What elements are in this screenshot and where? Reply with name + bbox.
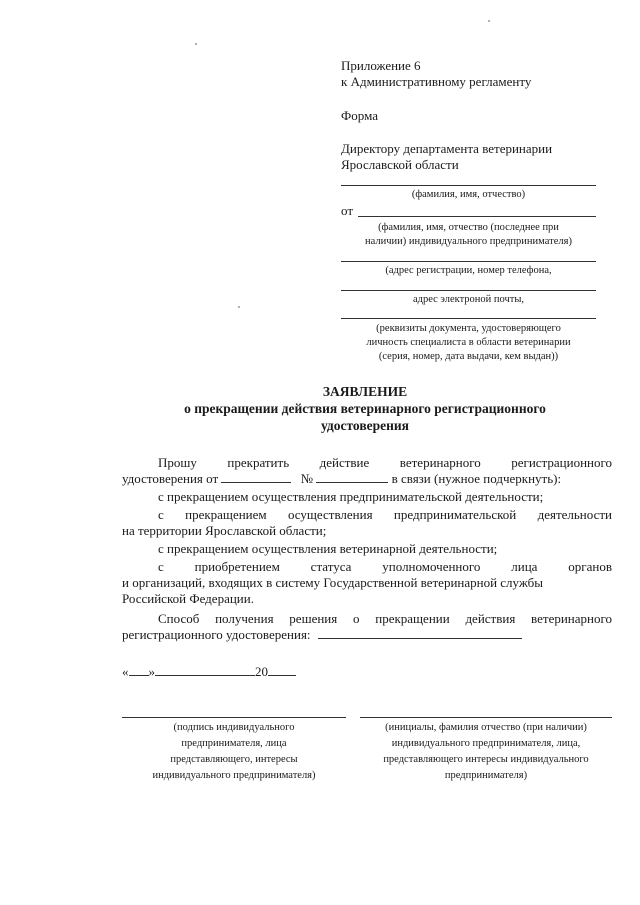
option-2-line-1[interactable]: с прекращением осуществления предпринимательской деятельности xyxy=(158,507,612,522)
receipt-method-label: регистрационного удостоверения: xyxy=(122,627,311,642)
addressee-line-1: Директору департамента ветеринарии xyxy=(341,141,553,156)
option-4-line-1[interactable]: с приобретением статуса уполномоченного лица органов xyxy=(158,559,612,574)
director-name-line[interactable] xyxy=(341,185,596,186)
signature-caption-line-2: предпринимателя, лица xyxy=(181,738,287,749)
certificate-number-blank[interactable] xyxy=(316,471,388,483)
option-4-line-3[interactable]: Российской Федерации. xyxy=(122,591,254,606)
paragraph-2-line-2 xyxy=(122,627,612,643)
certificate-date-blank[interactable] xyxy=(221,471,291,483)
signature-line[interactable] xyxy=(122,717,346,718)
signature-caption-line-1: (подпись индивидуального xyxy=(173,722,295,733)
form-label: Форма xyxy=(341,108,378,123)
paragraph-2-line-1: Способ получения решения о прекращении действия ветеринарного xyxy=(158,611,612,626)
document-caption-line-2: личность специалиста в области ветеринарии xyxy=(366,337,571,348)
name-initials-line[interactable] xyxy=(360,717,612,718)
regulation-label: к Административному регламенту xyxy=(341,74,532,89)
scan-speck xyxy=(238,306,240,308)
option-2-line-2[interactable]: на территории Ярославской области; xyxy=(122,523,327,538)
paragraph-1-line-1: Прошу прекратить действие ветеринарного регистрационного xyxy=(158,455,612,470)
receipt-method-blank[interactable] xyxy=(318,627,522,639)
director-name-caption: (фамилия, имя, отчество) xyxy=(411,189,526,200)
document-subtitle-line-1: о прекращении действия ветеринарного регистрационного xyxy=(184,401,546,416)
date-open-quote: « xyxy=(122,664,129,679)
applicant-name-line[interactable] xyxy=(358,216,596,217)
address-caption: (адрес регистрации, номер телефона, xyxy=(385,265,552,276)
date-close-quote: » xyxy=(148,664,155,679)
name-caption-line-2: индивидуального предпринимателя, лица, xyxy=(391,738,581,749)
year-blank[interactable] xyxy=(268,664,296,676)
applicant-caption-line-1: (фамилия, имя, отчество (последнее при xyxy=(378,222,559,233)
option-1[interactable]: с прекращением осуществления предпринимательской деятельности; xyxy=(158,489,544,504)
appendix-label: Приложение 6 xyxy=(341,58,421,73)
certificate-date-label: удостоверения от xyxy=(122,471,219,486)
name-caption-line-3: представляющего интересы индивидуального xyxy=(383,754,589,765)
addressee-line-2: Ярославской области xyxy=(341,157,459,172)
applicant-caption-line-2: наличии) индивидуального предпринимателя) xyxy=(365,236,572,247)
document-line[interactable] xyxy=(341,318,596,319)
year-prefix: 20 xyxy=(255,664,268,679)
reason-label: в связи (нужное подчеркнуть): xyxy=(391,471,562,486)
option-4-line-2[interactable]: и организаций, входящих в систему Государственной ветеринарной службы xyxy=(122,575,544,590)
name-caption-line-4: предпринимателя) xyxy=(444,770,528,781)
date-row xyxy=(122,664,296,680)
from-prefix: от xyxy=(341,203,354,218)
document-subtitle-line-2: удостоверения xyxy=(321,418,409,433)
scan-speck xyxy=(195,43,197,45)
document-caption-line-1: (реквизиты документа, удостоверяющего xyxy=(376,323,561,334)
email-caption: адрес электроной почты, xyxy=(412,294,525,305)
name-caption-line-1: (инициалы, фамилия отчество (при наличии) xyxy=(385,722,587,733)
certificate-number-label: № xyxy=(300,471,314,486)
month-blank[interactable] xyxy=(155,664,255,676)
email-line[interactable] xyxy=(341,290,596,291)
address-line[interactable] xyxy=(341,261,596,262)
document-title: ЗАЯВЛЕНИЕ xyxy=(322,384,408,399)
paragraph-1-line-2 xyxy=(122,471,612,487)
option-3[interactable]: с прекращением осуществления ветеринарной деятельности; xyxy=(158,541,498,556)
signature-caption-line-4: индивидуального предпринимателя) xyxy=(152,770,316,781)
signature-caption-line-3: представляющего, интересы xyxy=(170,754,298,765)
scan-speck xyxy=(488,20,490,22)
document-caption-line-3: (серия, номер, дата выдачи, кем выдан)) xyxy=(378,351,559,362)
day-blank[interactable] xyxy=(129,664,149,676)
